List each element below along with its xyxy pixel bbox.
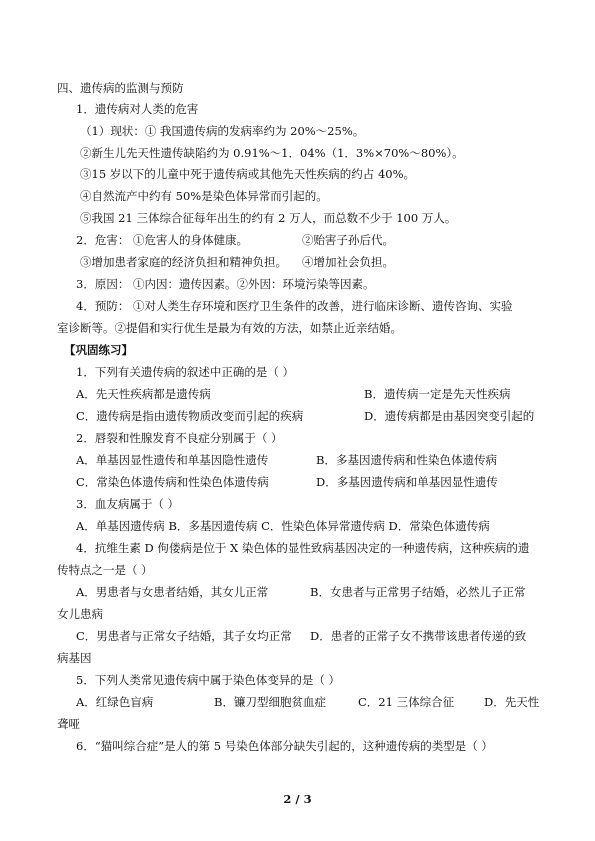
q5-stem: 5．下列人类常见遗传病中属于染色体变异的是（ ） — [76, 673, 340, 687]
q4-option-d-cont: 病基因 — [57, 651, 92, 665]
q1-stem: 1．下列有关遗传病的叙述中正确的是（ ） — [76, 365, 294, 379]
status-line-5: ⑤我国 21 三体综合征每年出生的约有 2 万人，而总数不少于 100 万人。 — [80, 211, 457, 225]
q5-option-c: C．21 三体综合征 — [358, 695, 455, 709]
q4-option-b-cont: 女儿患病 — [57, 607, 103, 621]
q3-options: A．单基因遗传病 B．多基因遗传病 C．性染色体异常遗传病 D．常染色体遗传病 — [76, 519, 490, 533]
q4-stem-2: 传特点之一是（ ） — [57, 563, 153, 577]
q5-option-d: D．先天性 — [484, 695, 540, 709]
q2-option-a: A．单基因显性遗传和单基因隐性遗传 — [76, 453, 269, 467]
q1-option-d: D．遗传病都是由基因突变引起的 — [364, 409, 535, 423]
status-line-1: （1）现状：① 我国遗传病的发病率约为 20%～25%。 — [80, 124, 365, 138]
q4-option-b: B．女患者与正常男子结婚，必然儿子正常 — [310, 585, 526, 599]
prevention-line-1: 4．预防： ①对人类生存环境和医疗卫生条件的改善，进行临床诊断、遗传咨询、实验 — [76, 299, 513, 313]
q3-stem: 3．血友病属于（ ） — [76, 497, 179, 511]
harm-line-2-col2: ④增加社会负担。 — [302, 255, 394, 269]
harm-line-2: ③增加患者家庭的经济负担和精神负担。 — [80, 255, 287, 269]
status-line-4: ④自然流产中约有 50%是染色体异常而引起的。 — [80, 189, 328, 203]
q4-option-d: D．患者的正常子女不携带该患者传递的致 — [310, 629, 527, 643]
q2-option-c: C．常染色体遗传病和性染色体遗传病 — [76, 475, 269, 489]
exercise-title: 【巩固练习】 — [64, 343, 133, 357]
q2-stem: 2．唇裂和性腺发育不良症分别属于（ ） — [76, 431, 283, 445]
cause-line: 3．原因： ①内因：遗传因素。②外因：环境污染等因素。 — [76, 277, 375, 291]
q2-option-b: B．多基因遗传病和性染色体遗传病 — [316, 453, 497, 467]
section-heading: 四、遗传病的监测与预防 — [57, 81, 184, 95]
harm-line-1-col2: ②贻害子孙后代。 — [302, 233, 394, 247]
harm-line-1: 2．危害： ①危害人的身体健康。 — [76, 233, 248, 247]
q1-option-a: A．先天性疾病都是遗传病 — [76, 387, 211, 401]
q1-option-b: B．遗传病一定是先天性疾病 — [364, 387, 511, 401]
q6-stem: 6．“猫叫综合症”是人的第 5 号染色体部分缺失引起的，这种遗传病的类型是（ ） — [76, 739, 493, 753]
prevention-line-2: 室诊断等。②提倡和实行优生是最为有效的方法，如禁止近亲结婚。 — [57, 321, 402, 335]
q5-option-a: A．红绿色盲病 — [76, 695, 154, 709]
page-number: 2 / 3 — [283, 792, 312, 806]
status-line-3: ③15 岁以下的儿童中死于遗传病或其他先天性疾病的约占 40%。 — [80, 167, 416, 181]
q5-option-d-cont: 聋哑 — [57, 717, 80, 731]
q4-option-c: C．男患者与正常女子结婚，其子女均正常 — [76, 629, 292, 643]
q4-stem-1: 4．抗维生素 D 佝偻病是位于 X 染色体的显性致病基因决定的一种遗传病，这种疾病的遗 — [76, 541, 530, 555]
q2-option-d: D．多基因遗传病和单基因显性遗传 — [316, 475, 498, 489]
q1-option-c: C．遗传病是指由遗传物质改变而引起的疾病 — [76, 409, 304, 423]
status-line-2: ②新生儿先天性遗传缺陷约为 0.91%～1．04%（1．3%×70%～80%）。 — [80, 146, 464, 160]
item1-title: 1．遗传病对人类的危害 — [76, 102, 199, 116]
q5-option-b: B．镰刀型细胞贫血症 — [214, 695, 326, 709]
q4-option-a: A．男患者与女患者结婚，其女儿正常 — [76, 585, 269, 599]
